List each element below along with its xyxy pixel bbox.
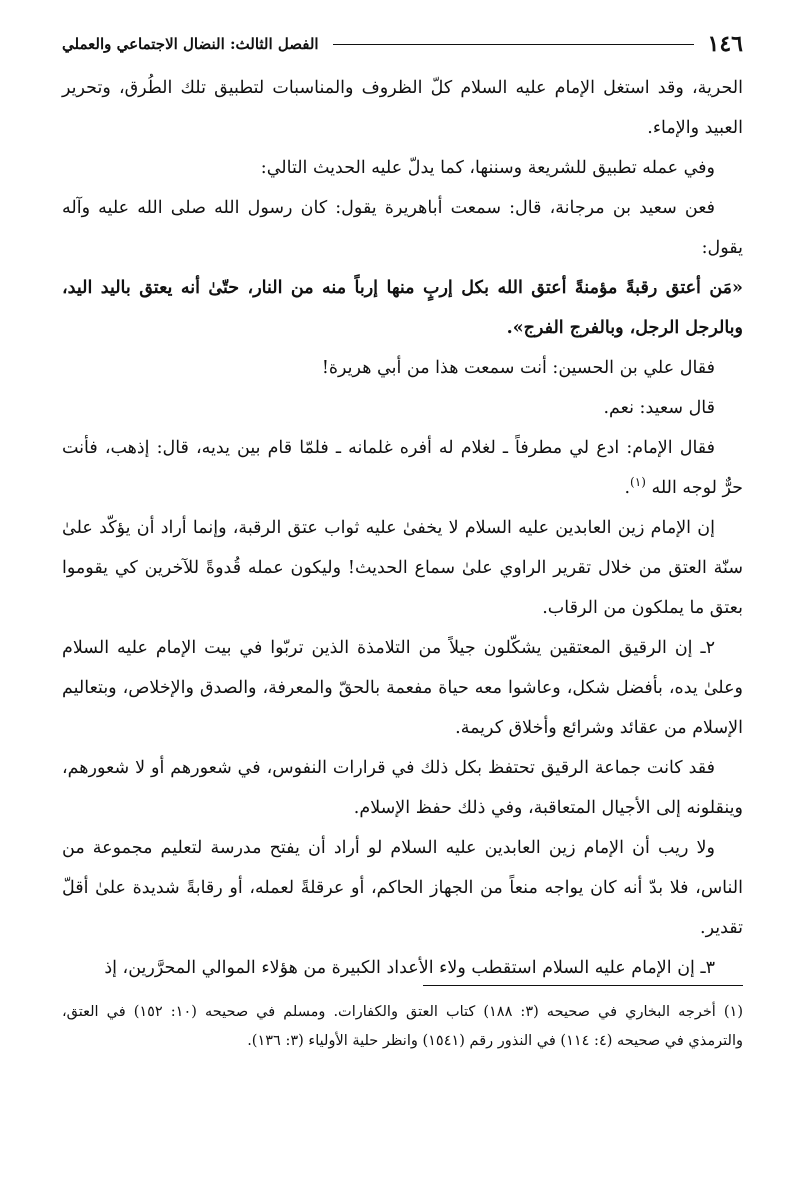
- footnote-text: (١) أخرجه البخاري في صحيحه (٣: ١٨٨) كتاب العتق والكفارات. ومسلم في صحيحه (١٠: ١٥٢) في العتق، والترمذي في صحيحه (٤: ١١٤) في النذور رقم (١٥٤١) وانظر حلية الأولياء (٣: ١٣٦).: [62, 1004, 743, 1049]
- paragraph: فعن سعيد بن مرجانة، قال: سمعت أباهريرة يقول: كان رسول الله صلى الله عليه وآله يقول:: [62, 198, 743, 258]
- paragraph-text: فقال الإمام: ادع لي مطرفاً ـ لغلام له أفره غلمانه ـ فلمّا قام بين يديه، قال: إذهب، فأنت حرٌّ لوجه الله: [62, 438, 743, 498]
- paragraph: فقد كانت جماعة الرقيق تحتفظ بكل ذلك في قرارات النفوس، في شعورهم أو لا شعورهم، وينقلونه إلى الأجيال المتعاقبة، وفي ذلك حفظ الإسلام.: [62, 758, 743, 818]
- paragraph-with-footnote: فقال الإمام: ادع لي مطرفاً ـ لغلام له أفره غلمانه ـ فلمّا قام بين يديه، قال: إذهب، فأنت حرٌّ لوجه الله $^{(١)}$.: [62, 438, 743, 498]
- paragraph: وفي عمله تطبيق للشريعة وسننها، كما يدلّ عليه الحديث التالي:: [260, 158, 715, 178]
- page-header: [62, 30, 743, 58]
- main-text: [62, 68, 743, 988]
- paragraph: الحرية، وقد استغل الإمام عليه السلام كلّ الظروف والمناسبات لتطبيق تلك الطُرق، وتحرير العبيد والإماء.: [62, 78, 743, 138]
- paragraph: إن الإمام زين العابدين عليه السلام لا يخفىٰ عليه ثواب عتق الرقبة، وإنما أراد أن يؤكّد علىٰ سنّة العتق من خلال تقرير الراوي علىٰ سماع الحديث! وليكون عمله قُدوةً للآخرين كي يقوموا بعتق ما يملكون من الرقاب.: [62, 518, 743, 618]
- footnotes: [62, 998, 743, 1056]
- chapter-title: الفصل الثالث: النضال الاجتماعي والعملي: [62, 35, 319, 53]
- paragraph: ٢ـ إن الرقيق المعتقين يشكّلون جيلاً من التلامذة الذين تربّوا في بيت الإمام عليه السلام وعلىٰ يده، بأفضل شكل، وعاشوا معه حياة مفعمة بالحقّ والمعرفة، والصدق والإخلاص، وبتعاليم الإسلام من عقائد وشرائع وأخلاق كريمة.: [62, 638, 743, 738]
- footnote-reference[interactable]: (١): [630, 475, 646, 490]
- paragraph: قال سعيد: نعم.: [603, 398, 715, 418]
- hadith-quote: «مَن أعتق رقبةً مؤمنةً أعتق الله بكل إربٍ منها إرباً منه من النار، حتّىٰ أنه يعتق باليد اليد، وبالرجل الرجل، وبالفرج الفرج».: [62, 278, 743, 338]
- paragraph: فقال علي بن الحسين: أنت سمعت هذا من أبي هريرة!: [321, 358, 715, 378]
- page-number: ١٤٦: [707, 31, 743, 57]
- paragraph: ٣ـ إن الإمام عليه السلام استقطب ولاء الأعداد الكبيرة من هؤلاء الموالي المحرَّرين، إذ: [104, 958, 715, 978]
- paragraph: ولا ريب أن الإمام زين العابدين عليه السلام لو أراد أن يفتح مدرسة لتعليم مجموعة من الناس، فلا بدّ أنه كان يواجه منعاً من الجهاز الحاكم، أو عرقلةً لعمله، أو رقابةً شديدة علىٰ أقلّ تقدير.: [62, 838, 743, 938]
- footnote-rule: [423, 985, 743, 986]
- header-rule: [333, 44, 694, 45]
